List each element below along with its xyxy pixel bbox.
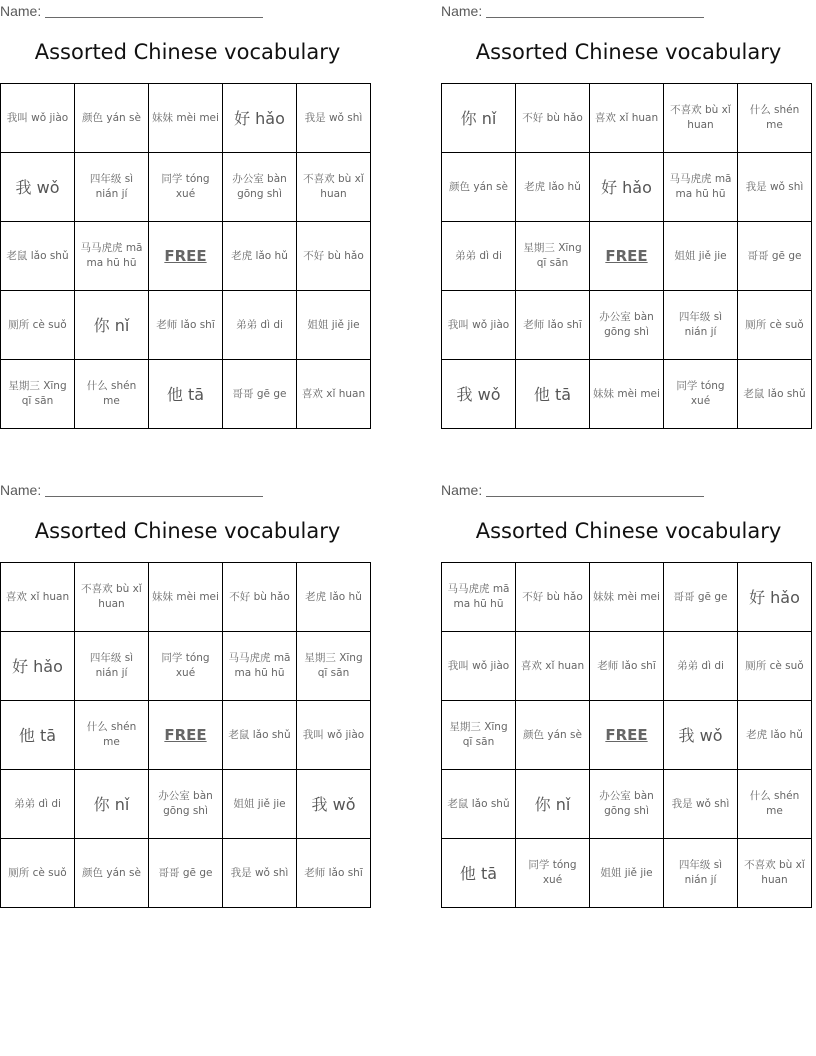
bingo-cell: 老鼠 lǎo shǔ <box>442 770 516 839</box>
bingo-row <box>1 291 371 360</box>
bingo-cell: 办公室 bàn gōng shì <box>590 770 664 839</box>
bingo-cell: 不喜欢 bù xǐ huan <box>664 84 738 153</box>
bingo-row <box>1 632 371 701</box>
bingo-cell: 老师 lǎo shī <box>590 632 664 701</box>
bingo-cell: 你 nǐ <box>75 291 149 360</box>
name-label: Name: <box>441 3 483 19</box>
bingo-cell: 马马虎虎 mā ma hū hū <box>75 222 149 291</box>
bingo-cell: 马马虎虎 mā ma hū hū <box>664 153 738 222</box>
name-field <box>0 3 263 19</box>
bingo-cell: 不好 bù hǎo <box>516 563 590 632</box>
bingo-cell: 弟弟 dì di <box>223 291 297 360</box>
bingo-cell: 星期三 Xīng qī sān <box>1 360 75 429</box>
bingo-cell: 喜欢 xǐ huan <box>590 84 664 153</box>
bingo-cell: 好 hǎo <box>223 84 297 153</box>
bingo-cell: 老师 lǎo shī <box>149 291 223 360</box>
bingo-cell: 老鼠 lǎo shǔ <box>223 701 297 770</box>
bingo-cell: 老虎 lǎo hǔ <box>738 701 812 770</box>
name-field <box>441 3 704 19</box>
bingo-cell: 喜欢 xǐ huan <box>516 632 590 701</box>
bingo-cell: 我 wǒ <box>442 360 516 429</box>
bingo-cell: 马马虎虎 mā ma hū hū <box>223 632 297 701</box>
bingo-row <box>442 632 812 701</box>
bingo-cell: 星期三 Xīng qī sān <box>442 701 516 770</box>
name-blank-line <box>486 495 704 497</box>
bingo-cell: 我 wǒ <box>297 770 371 839</box>
bingo-cell: 星期三 Xīng qī sān <box>516 222 590 291</box>
bingo-cell: 颜色 yán sè <box>516 701 590 770</box>
bingo-cell: 他 tā <box>1 701 75 770</box>
bingo-cell: 办公室 bàn gōng shì <box>590 291 664 360</box>
bingo-cell: 不喜欢 bù xǐ huan <box>75 563 149 632</box>
bingo-cell: 办公室 bàn gōng shì <box>149 770 223 839</box>
name-label: Name: <box>0 482 42 498</box>
bingo-cell: 颜色 yán sè <box>442 153 516 222</box>
bingo-row <box>442 84 812 153</box>
name-blank-line <box>486 16 704 18</box>
free-space-cell: FREE <box>590 701 664 770</box>
bingo-cell: 马马虎虎 mā ma hū hū <box>442 563 516 632</box>
bingo-grid <box>441 562 812 908</box>
bingo-row <box>1 153 371 222</box>
bingo-cell: 什么 shén me <box>75 360 149 429</box>
bingo-cell: 姐姐 jiě jie <box>297 291 371 360</box>
bingo-cell: 喜欢 xǐ huan <box>297 360 371 429</box>
bingo-cell: 办公室 bàn gōng shì <box>223 153 297 222</box>
bingo-cell: 姐姐 jiě jie <box>664 222 738 291</box>
bingo-cell: 姐姐 jiě jie <box>590 839 664 908</box>
bingo-cell: 他 tā <box>442 839 516 908</box>
bingo-cell: 弟弟 dì di <box>1 770 75 839</box>
bingo-row <box>1 701 371 770</box>
bingo-cell: 我叫 wǒ jiào <box>297 701 371 770</box>
bingo-cell: 同学 tóng xué <box>149 153 223 222</box>
bingo-row <box>442 839 812 908</box>
bingo-cell: 妹妹 mèi mei <box>590 360 664 429</box>
card-title: Assorted Chinese vocabulary <box>475 519 782 543</box>
bingo-cell: 星期三 Xīng qī sān <box>297 632 371 701</box>
bingo-cell: 你 nǐ <box>442 84 516 153</box>
name-blank-line <box>45 16 263 18</box>
bingo-cell: 我 wǒ <box>1 153 75 222</box>
bingo-cell: 好 hǎo <box>590 153 664 222</box>
bingo-cell: 什么 shén me <box>738 84 812 153</box>
bingo-cell: 哥哥 gē ge <box>664 563 738 632</box>
bingo-cell: 颜色 yán sè <box>75 839 149 908</box>
bingo-cell: 我叫 wǒ jiào <box>442 291 516 360</box>
bingo-row <box>1 770 371 839</box>
bingo-row <box>442 563 812 632</box>
bingo-cell: 什么 shén me <box>75 701 149 770</box>
bingo-cell: 好 hǎo <box>738 563 812 632</box>
bingo-cell: 妹妹 mèi mei <box>149 563 223 632</box>
bingo-cell: 姐姐 jiě jie <box>223 770 297 839</box>
bingo-cell: 他 tā <box>149 360 223 429</box>
bingo-row <box>1 360 371 429</box>
bingo-cell: 你 nǐ <box>516 770 590 839</box>
card-title: Assorted Chinese vocabulary <box>34 519 341 543</box>
bingo-cell: 厕所 cè suǒ <box>738 632 812 701</box>
free-space-cell: FREE <box>149 222 223 291</box>
bingo-cell: 什么 shén me <box>738 770 812 839</box>
bingo-cell: 哥哥 gē ge <box>738 222 812 291</box>
bingo-cell: 好 hǎo <box>1 632 75 701</box>
bingo-cell: 同学 tóng xué <box>516 839 590 908</box>
bingo-card-3 <box>0 479 375 919</box>
bingo-cell: 厕所 cè suǒ <box>1 839 75 908</box>
bingo-cell: 同学 tóng xué <box>149 632 223 701</box>
bingo-cell: 老虎 lǎo hǔ <box>516 153 590 222</box>
bingo-cell: 不喜欢 bù xǐ huan <box>738 839 812 908</box>
bingo-cell: 厕所 cè suǒ <box>738 291 812 360</box>
bingo-cell: 我是 wǒ shì <box>223 839 297 908</box>
bingo-row <box>1 839 371 908</box>
bingo-cell: 弟弟 dì di <box>442 222 516 291</box>
bingo-cell: 四年级 sì nián jí <box>75 632 149 701</box>
bingo-row <box>442 222 812 291</box>
bingo-cell: 妹妹 mèi mei <box>149 84 223 153</box>
bingo-cell: 颜色 yán sè <box>75 84 149 153</box>
bingo-cell: 老虎 lǎo hǔ <box>223 222 297 291</box>
bingo-cell: 老鼠 lǎo shǔ <box>738 360 812 429</box>
bingo-cell: 他 tā <box>516 360 590 429</box>
bingo-cell: 妹妹 mèi mei <box>590 563 664 632</box>
bingo-cell: 老鼠 lǎo shǔ <box>1 222 75 291</box>
bingo-row <box>442 291 812 360</box>
bingo-grid <box>0 83 371 429</box>
bingo-row <box>1 222 371 291</box>
bingo-cell: 同学 tóng xué <box>664 360 738 429</box>
bingo-grid <box>0 562 371 908</box>
bingo-cell: 不好 bù hǎo <box>516 84 590 153</box>
bingo-grid <box>441 83 812 429</box>
bingo-cell: 你 nǐ <box>75 770 149 839</box>
bingo-cell: 不喜欢 bù xǐ huan <box>297 153 371 222</box>
bingo-cell: 四年级 sì nián jí <box>75 153 149 222</box>
bingo-row <box>442 701 812 770</box>
bingo-row <box>442 770 812 839</box>
bingo-cell: 老虎 lǎo hǔ <box>297 563 371 632</box>
card-title: Assorted Chinese vocabulary <box>475 40 782 64</box>
name-blank-line <box>45 495 263 497</box>
free-space-cell: FREE <box>590 222 664 291</box>
bingo-row <box>1 84 371 153</box>
bingo-cell: 不好 bù hǎo <box>297 222 371 291</box>
bingo-cell: 喜欢 xǐ huan <box>1 563 75 632</box>
bingo-cell: 我是 wǒ shì <box>738 153 812 222</box>
bingo-cell: 我 wǒ <box>664 701 738 770</box>
bingo-cell: 我是 wǒ shì <box>297 84 371 153</box>
bingo-card-1 <box>0 0 375 440</box>
bingo-row <box>1 563 371 632</box>
name-label: Name: <box>0 3 42 19</box>
bingo-cell: 厕所 cè suǒ <box>1 291 75 360</box>
name-field <box>0 482 263 498</box>
bingo-cell: 哥哥 gē ge <box>223 360 297 429</box>
bingo-cell: 我是 wǒ shì <box>664 770 738 839</box>
name-field <box>441 482 704 498</box>
bingo-cell: 弟弟 dì di <box>664 632 738 701</box>
bingo-cell: 老师 lǎo shī <box>516 291 590 360</box>
name-label: Name: <box>441 482 483 498</box>
bingo-cell: 四年级 sì nián jí <box>664 291 738 360</box>
free-space-cell: FREE <box>149 701 223 770</box>
bingo-cell: 四年级 sì nián jí <box>664 839 738 908</box>
bingo-cell: 我叫 wǒ jiào <box>442 632 516 701</box>
bingo-cell: 我叫 wǒ jiào <box>1 84 75 153</box>
bingo-cell: 哥哥 gē ge <box>149 839 223 908</box>
bingo-card-4 <box>441 479 816 919</box>
bingo-row <box>442 153 812 222</box>
bingo-cell: 不好 bù hǎo <box>223 563 297 632</box>
card-title: Assorted Chinese vocabulary <box>34 40 341 64</box>
bingo-cell: 老师 lǎo shī <box>297 839 371 908</box>
bingo-card-2 <box>441 0 816 440</box>
bingo-row <box>442 360 812 429</box>
